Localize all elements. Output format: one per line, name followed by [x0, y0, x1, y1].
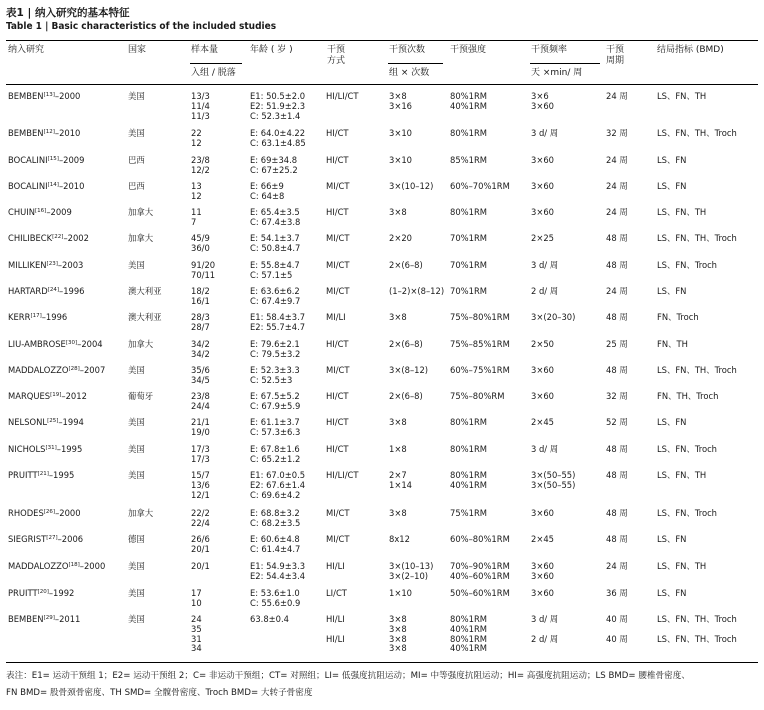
study-author: HARTARD [8, 286, 48, 296]
sample-cell: 45/9 36/0 [191, 233, 210, 253]
country-cell: 澳大利亚 [128, 312, 162, 322]
study-year: –1996 [41, 312, 68, 322]
outcome-cell: LS、FN [657, 534, 687, 544]
outcome-cell: FN、TH [657, 339, 688, 349]
outcome-cell: LS、FN、Troch [657, 444, 717, 454]
count-cell: 2×(6–8) [389, 391, 423, 401]
frequency-cell: 3×60 [531, 365, 555, 375]
count-cell: 2×7 1×14 [389, 470, 413, 490]
period-cell: 32 周 [606, 391, 628, 401]
country-cell: 美国 [128, 365, 145, 375]
study-year: –2006 [57, 534, 84, 544]
table-bottom-rule [6, 662, 758, 663]
age-cell: E: 65.4±3.5 C: 67.4±3.8 [250, 207, 301, 227]
country-cell: 巴西 [128, 155, 145, 165]
outcome-cell: LS、FN、TH [657, 470, 707, 480]
age-cell: E1: 58.4±3.7 E2: 55.7±4.7 [250, 312, 306, 332]
age-cell: E: 52.3±3.3 C: 52.5±3 [250, 365, 300, 385]
frequency-cell: 3×60 [531, 207, 555, 217]
study-author: KERR [8, 312, 31, 322]
study-cell [8, 366, 105, 376]
header-study: 纳入研究 [8, 45, 45, 55]
intensity-cell: 80%1RM 40%1RM [450, 470, 487, 490]
study-cell [8, 535, 83, 545]
age-cell: E: 61.1±3.7 C: 57.3±6.3 [250, 417, 301, 437]
count-cell: 3×8 3×8 3×8 3×8 [389, 614, 407, 654]
study-author: MARQUES [8, 391, 51, 401]
country-cell: 巴西 [128, 181, 145, 191]
study-reference: [29] [43, 615, 55, 621]
intensity-cell: 60%–70%1RM [450, 181, 510, 191]
outcome-cell: LS、FN、Troch [657, 260, 717, 270]
frequency-cell: 3 d/ 周 [531, 260, 559, 270]
study-reference: [22] [52, 234, 64, 240]
period-cell: 48 周 [606, 444, 628, 454]
header-frequency-sub: 天 ×min/ 周 [531, 68, 583, 78]
study-reference: [13] [43, 92, 55, 98]
method-cell: HI/CT [326, 207, 349, 217]
count-cell: 2×(6–8) [389, 260, 423, 270]
frequency-cell: 3×(50–55) 3×(50–55) [531, 470, 576, 490]
outcome-cell: LS、FN、Troch [657, 508, 717, 518]
study-cell [8, 208, 72, 218]
study-author: MADDALOZZO [8, 365, 69, 375]
intensity-cell: 60%–75%1RM [450, 365, 510, 375]
study-author: RHODES [8, 508, 44, 518]
note-line-2: FN BMD= 股骨颈骨密度、TH SMD= 全髋骨密度、Troch BMD= 大转子骨密度 [6, 688, 313, 698]
study-cell [8, 471, 74, 481]
count-cell: 3×8 [389, 508, 407, 518]
country-cell: 美国 [128, 260, 145, 270]
study-reference: [23] [46, 261, 58, 267]
intensity-cell: 75%–85%1RM [450, 339, 510, 349]
intensity-cell: 70%1RM [450, 286, 487, 296]
study-reference: [25] [47, 418, 59, 424]
study-author: BOCALINI [8, 155, 48, 165]
header-sample-sub: 入组 / 脱落 [191, 68, 236, 78]
intensity-cell: 70%–90%1RM 40%–60%1RM [450, 561, 510, 581]
sample-cell: 22/2 22/4 [191, 508, 210, 528]
intensity-cell: 80%1RM [450, 128, 487, 138]
frequency-cell: 2 d/ 周 [531, 286, 559, 296]
age-cell: E: 53.6±1.0 C: 55.6±0.9 [250, 588, 301, 608]
study-author: BEMBEN [8, 128, 44, 138]
sample-cell: 26/6 20/1 [191, 534, 210, 554]
outcome-cell: LS、FN [657, 286, 687, 296]
frequency-cell: 3×60 [531, 508, 555, 518]
study-author: PRUITT [8, 470, 38, 480]
study-author: LIU-AMBROSE [8, 339, 66, 349]
outcome-cell: FN、TH、Troch [657, 391, 719, 401]
country-cell: 美国 [128, 444, 145, 454]
age-cell: E: 60.6±4.8 C: 61.4±4.7 [250, 534, 301, 554]
country-cell: 加拿大 [128, 207, 154, 217]
age-cell: E: 64.0±4.22 C: 63.1±4.85 [250, 128, 306, 148]
study-cell [8, 182, 84, 192]
study-cell [8, 392, 87, 402]
study-reference: [12] [43, 129, 55, 135]
frequency-cell: 3×60 [531, 155, 555, 165]
intensity-cell: 85%1RM [450, 155, 487, 165]
study-author: CHILIBECK [8, 233, 53, 243]
method-cell: LI/CT [326, 588, 347, 598]
outcome-cell: LS、FN [657, 588, 687, 598]
age-cell: E: 68.8±3.2 C: 68.2±3.5 [250, 508, 301, 528]
study-reference: [17] [30, 313, 42, 319]
intensity-cell: 50%–60%1RM [450, 588, 510, 598]
intensity-cell: 75%–80%RM [450, 391, 505, 401]
period-cell: 24 周 [606, 286, 628, 296]
intensity-cell: 70%1RM [450, 260, 487, 270]
frequency-cell: 3×(20–30) [531, 312, 576, 322]
study-author: MILLIKEN [8, 260, 47, 270]
frequency-cell: 3 d/ 周 [531, 614, 559, 624]
study-cell [8, 129, 80, 139]
count-cell: 1×10 [389, 588, 413, 598]
count-cell: 3×(8–12) [389, 365, 429, 375]
header-frequency: 干预频率 [531, 45, 568, 55]
study-year: –2000 [54, 91, 81, 101]
study-year: –2002 [63, 233, 89, 243]
study-cell [8, 287, 85, 297]
period-cell: 24 周 [606, 155, 628, 165]
method-cell: HI/LI/CT [326, 91, 359, 101]
period-cell: 24 周 [606, 561, 628, 571]
sample-cell: 15/7 13/6 12/1 [191, 470, 210, 500]
study-cell [8, 418, 84, 428]
header-sample: 样本量 [191, 45, 219, 55]
count-cell: 8x12 [389, 534, 410, 544]
method-cell: MI/CT [326, 181, 350, 191]
method-cell: MI/CT [326, 286, 350, 296]
sample-cell: 23/8 24/4 [191, 391, 210, 411]
study-year: –2000 [55, 508, 81, 518]
method-cell: HI/CT [326, 128, 349, 138]
period-cell: 36 周 [606, 588, 628, 598]
period-cell: 24 周 [606, 91, 628, 101]
age-cell: 63.8±0.4 [250, 614, 289, 624]
study-author: PRUITT [8, 588, 38, 598]
method-cell: MI/LI [326, 312, 346, 322]
caption-en: Table 1 | Basic characteristics of the included studies [6, 21, 277, 32]
count-cell: 3×8 [389, 312, 407, 322]
frequency-cell: 2×45 [531, 417, 555, 427]
study-author: BOCALINI [8, 181, 48, 191]
study-reference: [18] [68, 562, 80, 568]
period-cell: 48 周 [606, 233, 628, 243]
study-cell [8, 615, 80, 625]
age-cell: E: 54.1±3.7 C: 50.8±4.7 [250, 233, 301, 253]
method-cell: HI/CT [326, 417, 349, 427]
frequency-cell: 3×60 3×60 [531, 561, 555, 581]
frequency-cell: 3 d/ 周 [531, 444, 559, 454]
country-cell: 美国 [128, 470, 145, 480]
study-year: –2010 [58, 181, 85, 191]
count-cell: 1×8 [389, 444, 407, 454]
intensity-cell: 80%1RM [450, 444, 487, 454]
study-author: NICHOLS [8, 444, 46, 454]
study-cell [8, 92, 80, 102]
method-cell: MI/CT [326, 260, 350, 270]
outcome-cell: LS、FN [657, 417, 687, 427]
sample-cell: 23/8 12/2 [191, 155, 210, 175]
study-reference: [30] [65, 340, 78, 346]
intensity-cell: 70%1RM [450, 233, 487, 243]
count-cell: (1–2)×(8–12) [389, 286, 445, 296]
study-author: CHUIN [8, 207, 36, 217]
sample-cell: 20/1 [191, 561, 210, 571]
caption-zh: 表1 | 纳入研究的基本特征 [6, 7, 130, 19]
table-note [6, 668, 758, 702]
frequency-cell: 3×60 [531, 588, 555, 598]
sample-cell: 18/2 16/1 [191, 286, 210, 306]
study-cell [8, 445, 82, 455]
header-outcome: 结局指标 (BMD) [657, 45, 724, 55]
count-cell: 3×(10–12) [389, 181, 434, 191]
outcome-cell: LS、FN、TH [657, 91, 707, 101]
period-cell: 48 周 [606, 365, 628, 375]
age-cell: E: 55.8±4.7 C: 57.1±5 [250, 260, 300, 280]
period-cell: 40 周 [606, 614, 628, 624]
study-author: SIEGRIST [8, 534, 47, 544]
study-author: BEMBEN [8, 91, 44, 101]
study-reference: [24] [47, 287, 59, 293]
study-reference: [14] [47, 182, 59, 188]
method-cell: HI/LI/CT [326, 470, 359, 480]
study-year: –2000 [79, 561, 106, 571]
sample-cell: 13 12 [191, 181, 202, 201]
country-cell: 美国 [128, 561, 145, 571]
study-year: –1994 [58, 417, 84, 427]
study-cell [8, 156, 84, 166]
country-cell: 美国 [128, 417, 145, 427]
count-cell: 3×8 [389, 207, 407, 217]
intensity-cell: 75%–80%1RM [450, 312, 510, 322]
sample-cell: 11 7 [191, 207, 202, 227]
count-cell: 3×(10–13) 3×(2–10) [389, 561, 434, 581]
study-author: BEMBEN [8, 614, 44, 624]
outcome-cell: LS、FN [657, 181, 687, 191]
count-cell: 3×10 [389, 128, 413, 138]
study-year: –2004 [77, 339, 103, 349]
study-year: –2011 [54, 614, 81, 624]
period-cell: 32 周 [606, 128, 628, 138]
study-year: –1992 [48, 588, 75, 598]
frequency-cell: 3×6 3×60 [531, 91, 555, 111]
country-cell: 加拿大 [128, 339, 154, 349]
outcome-cell: FN、Troch [657, 312, 699, 322]
header-method: 干预 方式 [327, 45, 346, 66]
study-reference: [21] [37, 471, 49, 477]
age-cell: E: 66±9 C: 64±8 [250, 181, 285, 201]
method-cell: HI/LI [326, 561, 345, 571]
intensity-cell: 80%1RM [450, 207, 487, 217]
period-cell: 48 周 [606, 470, 628, 480]
frequency-cell: 2 d/ 周 [531, 633, 559, 644]
frequency-cell: 3 d/ 周 [531, 128, 559, 138]
frequency-cell: 3×60 [531, 391, 555, 401]
period-cell: 40 周 [606, 633, 628, 644]
outcome-cell: LS、FN、TH、Troch [657, 128, 737, 138]
study-year: –1995 [56, 444, 83, 454]
study-cell [8, 562, 105, 572]
country-cell: 美国 [128, 614, 145, 624]
frequency-cell: 3×60 [531, 181, 555, 191]
count-cell: 2×(6–8) [389, 339, 423, 349]
study-year: –2009 [46, 207, 72, 217]
age-cell: E1: 54.9±3.3 E2: 54.4±3.4 [250, 561, 306, 581]
method-cell: HI/CT [326, 444, 349, 454]
study-year: –2010 [54, 128, 81, 138]
outcome-cell: LS、FN、TH [657, 207, 707, 217]
study-year: –1996 [59, 286, 85, 296]
method-cell: HI/CT [326, 155, 349, 165]
outcome-cell: LS、FN、TH、Troch [657, 233, 737, 243]
header-count-sub: 组 × 次数 [389, 68, 430, 78]
outcome-cell: LS、FN、TH、Troch [657, 365, 737, 375]
age-cell: E: 67.5±5.2 C: 67.9±5.9 [250, 391, 301, 411]
method-cell: MI/CT [326, 534, 350, 544]
country-cell: 美国 [128, 588, 145, 598]
sample-cell: 24 35 31 34 [191, 614, 202, 654]
outcome-cell: LS、FN、TH [657, 561, 707, 571]
method-cell: MI/CT [326, 365, 350, 375]
study-year: –1995 [48, 470, 75, 480]
period-cell: 24 周 [606, 181, 628, 191]
study-reference: [15] [47, 156, 59, 162]
period-cell: 48 周 [606, 260, 628, 270]
count-cell: 3×8 [389, 417, 407, 427]
count-cell: 2×20 [389, 233, 413, 243]
study-reference: [31] [45, 445, 57, 451]
sample-cell: 13/3 11/4 11/3 [191, 91, 210, 121]
sample-cell: 28/3 28/7 [191, 312, 210, 332]
method-cell: HI/LI [326, 614, 345, 624]
header-count: 干预次数 [389, 45, 426, 55]
study-reference: [16] [35, 208, 47, 214]
country-cell: 葡萄牙 [128, 391, 154, 401]
country-cell: 澳大利亚 [128, 286, 162, 296]
study-reference: [20] [37, 589, 49, 595]
frequency-cell: 2×50 [531, 339, 555, 349]
study-cell [8, 340, 103, 350]
study-author: MADDALOZZO [8, 561, 69, 571]
intensity-cell: 80%1RM 40%1RM [450, 91, 487, 111]
age-cell: E: 79.6±2.1 C: 79.5±3.2 [250, 339, 301, 359]
age-cell: E: 63.6±6.2 C: 67.4±9.7 [250, 286, 301, 306]
study-cell [8, 509, 81, 519]
sample-cell: 17 10 [191, 588, 202, 608]
header-intensity: 干预强度 [450, 45, 487, 55]
header-period: 干预 周期 [606, 45, 625, 66]
study-year: –2009 [58, 155, 85, 165]
sample-cell: 91/20 70/11 [191, 260, 216, 280]
period-cell: 48 周 [606, 534, 628, 544]
study-cell [8, 234, 89, 244]
header-country: 国家 [128, 45, 147, 55]
method-cell: MI/CT [326, 233, 350, 243]
period-cell: 52 周 [606, 417, 628, 427]
sample-cell: 17/3 17/3 [191, 444, 210, 464]
sample-cell: 34/2 34/2 [191, 339, 210, 359]
study-year: –2003 [57, 260, 84, 270]
outcome-cell: LS、FN、TH、Troch [657, 614, 737, 624]
period-cell: 48 周 [606, 312, 628, 322]
intensity-cell: 80%1RM [450, 417, 487, 427]
study-year: –2012 [61, 391, 87, 401]
study-author: NELSONL [8, 417, 48, 427]
sample-cell: 21/1 19/0 [191, 417, 210, 437]
period-cell: 25 周 [606, 339, 628, 349]
study-reference: [26] [43, 509, 56, 515]
sample-cell: 35/6 34/5 [191, 365, 210, 385]
period-cell: 48 周 [606, 508, 628, 518]
age-cell: E: 69±34.8 C: 67±25.2 [250, 155, 298, 175]
country-cell: 美国 [128, 128, 145, 138]
country-cell: 加拿大 [128, 233, 154, 243]
count-cell: 3×8 3×16 [389, 91, 413, 111]
frequency-cell: 2×25 [531, 233, 555, 243]
study-reference: [27] [46, 535, 58, 541]
study-reference: [19] [50, 392, 62, 398]
sample-cell: 22 12 [191, 128, 202, 148]
study-reference: [28] [68, 366, 80, 372]
frequency-cell: 2×45 [531, 534, 555, 544]
study-year: –2007 [79, 365, 106, 375]
study-cell [8, 589, 74, 599]
study-cell [8, 313, 67, 323]
intensity-cell: 75%1RM [450, 508, 487, 518]
intensity-cell: 60%–80%1RM [450, 534, 510, 544]
method-cell: HI/LI [326, 633, 345, 644]
method-cell: HI/CT [326, 391, 349, 401]
note-line-1: 表注：E1= 运动干预组 1；E2= 运动干预组 2；C= 非运动干预组；CT= 对照组；LI= 低强度抗阻运动；MI= 中等强度抗阻运动；HI= 高强度抗阻运动；LS BMD= 腰椎骨密度、 [6, 671, 690, 681]
intensity-cell: 80%1RM 40%1RM 80%1RM 40%1RM [450, 614, 487, 654]
age-cell: E: 67.8±1.6 C: 65.2±1.2 [250, 444, 301, 464]
method-cell: MI/CT [326, 508, 350, 518]
method-cell: HI/CT [326, 339, 349, 349]
age-cell: E1: 50.5±2.0 E2: 51.9±2.3 C: 52.3±1.4 [250, 91, 306, 121]
study-cell [8, 261, 83, 271]
outcome-cell: LS、FN [657, 155, 687, 165]
age-cell: E1: 67.0±0.5 E2: 67.6±1.4 C: 69.6±4.2 [250, 470, 306, 500]
count-cell: 3×10 [389, 155, 413, 165]
period-cell: 24 周 [606, 207, 628, 217]
country-cell: 德国 [128, 534, 145, 544]
outcome-cell: LS、FN、TH、Troch [657, 633, 737, 644]
header-age: 年龄 ( 岁 ) [250, 45, 293, 55]
country-cell: 加拿大 [128, 508, 154, 518]
country-cell: 美国 [128, 91, 145, 101]
